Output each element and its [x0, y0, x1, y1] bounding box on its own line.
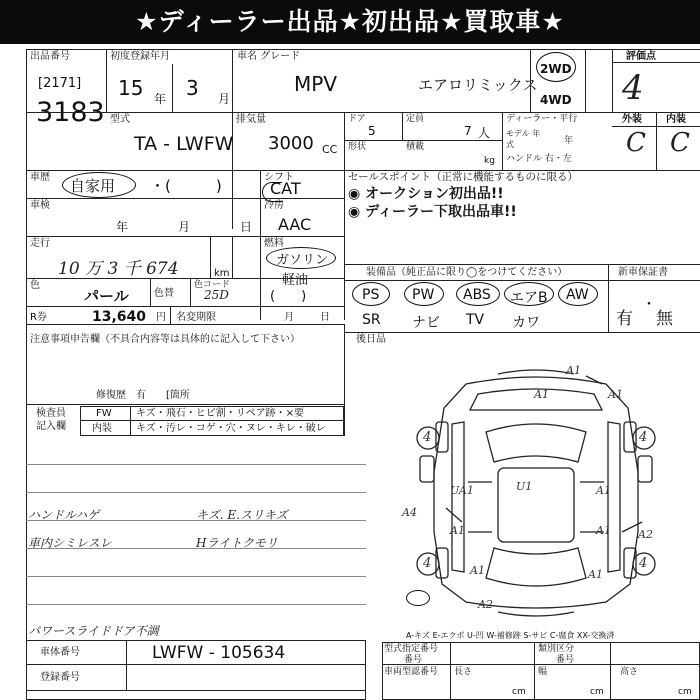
grade: エアロリミックス: [418, 76, 538, 94]
color-code-value: 25D: [204, 288, 229, 302]
type-no-label: 番号: [404, 655, 423, 665]
mark-a1-hood: A1: [534, 388, 549, 401]
exterior-label: 外装: [622, 114, 642, 125]
note-4: Hライトクモリ: [196, 536, 278, 550]
history-value: 自家用: [70, 177, 116, 195]
sales-point-2: ◉ ディーラー下取出品車!!: [348, 204, 517, 220]
length-cm: cm: [512, 687, 526, 697]
cc-unit: CC: [322, 143, 338, 156]
mark-a1-rear-left: A1: [470, 564, 485, 577]
color-change-label: 色替: [154, 288, 174, 299]
reg-year: 15: [118, 76, 144, 100]
height-label: 高さ: [620, 667, 639, 677]
drive-4wd: 4WD: [540, 93, 572, 107]
km-unit: km: [214, 268, 230, 279]
nc-day: 日: [320, 312, 330, 323]
shape-label: 形状: [348, 142, 367, 152]
car-left-mirror: [420, 456, 434, 482]
mark-a1-right-front: A1: [608, 388, 623, 401]
shift-value: CAT: [270, 179, 301, 198]
warranty-label: 新車保証書: [618, 267, 668, 278]
load-label: 積載: [406, 142, 425, 152]
car-name: MPV: [294, 72, 337, 96]
reg-no-label: 登録番号: [40, 672, 80, 683]
class-no-sub: 番号: [556, 655, 575, 665]
inspector-label-1: 検査員: [36, 408, 66, 419]
class-no-label: 類別区分: [538, 644, 575, 654]
insp-day: 日: [240, 220, 253, 234]
color-label: 色: [30, 280, 40, 291]
equip-pw: PW: [412, 287, 435, 303]
model-value: TA - LWFW: [134, 133, 234, 155]
left-border: [26, 49, 27, 700]
car-left-side: [452, 422, 464, 572]
mark-a1-left-rear: A1: [450, 524, 465, 537]
history-label: 車歴: [30, 172, 50, 183]
mark-a1-rear-right: A1: [588, 568, 603, 581]
repair-label: 修復歴 有 [箇所: [96, 390, 190, 401]
car-rear-window: [486, 548, 586, 586]
yen-unit: 円: [156, 312, 166, 323]
notes-label: 注意事項申告欄（不具合内容等は具体的に記入して下さい）: [30, 334, 300, 345]
note-3: 車内シミレスレ: [28, 536, 112, 550]
car-windshield: [486, 424, 586, 462]
history-extra: ・( ): [150, 177, 222, 195]
mark-a1-right-rear: A1: [596, 524, 611, 537]
mark-ua1-left: UA1: [450, 484, 474, 497]
nc-month: 月: [284, 312, 294, 323]
score-label: 評価点: [626, 51, 656, 62]
ac-label: 冷房: [264, 200, 284, 211]
exterior-value: C: [626, 128, 646, 158]
door-label: ドア: [348, 114, 366, 124]
capacity-value: 7: [464, 124, 472, 138]
lot-label: 出品番号: [30, 51, 70, 62]
top-border: [26, 49, 700, 50]
vin-value: LWFW - 105634: [152, 643, 286, 663]
color-value: パール: [84, 287, 129, 305]
equip-label: 装備品（純正品に限り◯をつけてください）: [366, 267, 568, 278]
note-2: キズ. E.スリキズ: [196, 508, 288, 522]
car-roof: [498, 468, 574, 542]
fw-text: キズ・飛石・ヒビ割・リペア跡・×要: [136, 408, 304, 419]
mark-u1-roof: U1: [516, 480, 533, 493]
color-code-label: 色コード: [194, 280, 231, 290]
mileage-value: 10 万 3 千 674: [58, 259, 179, 279]
capacity-unit: 人: [478, 126, 491, 140]
mark-tire-rr: 4: [639, 556, 648, 571]
warranty-no: 無: [656, 309, 673, 329]
mark-a4-left: A4: [402, 506, 417, 519]
car-damage-diagram: [406, 362, 666, 624]
fuel-value: ガソリン: [276, 253, 329, 268]
first-reg-label: 初度登録年月: [110, 51, 170, 62]
name-change-label: 名変期限: [176, 312, 216, 323]
handle-label: ハンドル 右・左: [506, 154, 572, 164]
width-label: 幅: [538, 667, 548, 677]
fw-label: FW: [96, 408, 112, 419]
dims-label: 車両型認番号: [384, 667, 439, 677]
insp-year: 年: [116, 220, 129, 234]
inspector-label-2: 記入欄: [36, 421, 66, 432]
equip-sr: SR: [362, 312, 381, 328]
mark-tire-fr: 4: [639, 430, 648, 445]
reg-month-unit: 月: [218, 92, 231, 106]
banner-title: ★ディーラー出品★初出品★買取車★: [0, 0, 700, 44]
after-label: 後日品: [356, 334, 386, 345]
drive-2wd: 2WD: [540, 62, 572, 76]
length-label: 長さ: [454, 667, 473, 677]
note-1: ハンドルハゲ: [28, 508, 100, 522]
reg-year-unit: 年: [154, 92, 167, 106]
equip-navi: ナビ: [412, 315, 440, 331]
car-name-label: 車名 グレード: [237, 51, 301, 62]
dealer-parallel: ディーラー・平行: [506, 114, 578, 124]
ac-value: AAC: [278, 215, 312, 234]
warranty-yes: 有: [616, 309, 633, 329]
capacity-label: 定員: [406, 114, 425, 124]
fuel-alt: 軽油: [282, 273, 309, 288]
interior-label: 内装: [666, 114, 686, 125]
insp-month: 月: [178, 220, 191, 234]
shift-label: シフト: [264, 172, 294, 183]
sales-point-1: ◉ オークション初出品!!: [348, 186, 504, 202]
recycle-label: R券: [30, 312, 47, 323]
model-year-label: モデル 年式: [506, 129, 541, 149]
equip-leather: カワ: [512, 315, 540, 331]
note-5: パワースライドドア不調: [28, 624, 159, 638]
mark-a2-bumper: A2: [478, 598, 493, 611]
car-right-side: [608, 422, 620, 572]
equip-abs: ABS: [463, 287, 491, 303]
equip-ps: PS: [362, 287, 380, 303]
displacement-value: 3000: [268, 133, 314, 154]
equip-tv: TV: [466, 312, 485, 328]
damage-legend: A-キズ E-エクボ U-凹 W-補修跡 S-サビ C-腐食 XX-交換済: [406, 631, 615, 640]
mark-a1-top: A1: [566, 364, 581, 377]
door-value: 5: [368, 124, 376, 138]
car-right-mirror: [638, 456, 652, 482]
height-cm: cm: [678, 687, 692, 697]
inspection-label: 車検: [30, 200, 50, 211]
mileage-label: 走行: [30, 238, 50, 249]
auction-sheet: [26, 44, 700, 700]
model-label: 型式: [110, 114, 130, 125]
sales-label: セールスポイント（正常に機能するものに限る）: [348, 171, 579, 183]
recycle-value: 13,640: [92, 309, 147, 325]
color-paren: ( ): [270, 289, 307, 304]
reg-month: 3: [186, 76, 199, 100]
mark-tire-rl: 4: [423, 556, 432, 571]
int-text: キズ・汚レ・コゲ・穴・ヌレ・キレ・破レ: [136, 423, 326, 434]
model-year-unit: 年: [564, 136, 574, 146]
vin-label: 車体番号: [40, 647, 80, 658]
width-cm: cm: [590, 687, 604, 697]
lot-number: 3183: [36, 97, 105, 128]
score-value: 4: [622, 68, 644, 108]
mark-a2-right: A2: [638, 528, 653, 541]
kg-unit: kg: [484, 156, 495, 166]
lot-sub: [2171]: [38, 76, 82, 91]
type-spec-label: 型式指定番号: [384, 644, 439, 654]
mark-a1-right: A1: [596, 484, 611, 497]
sales-point-1-text: オークション初出品!!: [365, 186, 504, 202]
mark-tire-fl: 4: [423, 430, 432, 445]
sales-point-2-text: ディーラー下取出品車!!: [365, 204, 517, 220]
equip-airbag: エアB: [510, 290, 548, 306]
fuel-label: 燃料: [264, 238, 284, 249]
equip-aw: AW: [566, 287, 589, 303]
int-label: 内装: [92, 423, 112, 434]
warranty-dot: ・: [642, 297, 656, 313]
spare-tire-icon: [406, 590, 430, 606]
interior-value: C: [670, 128, 690, 158]
displacement-label: 排気量: [236, 114, 266, 125]
